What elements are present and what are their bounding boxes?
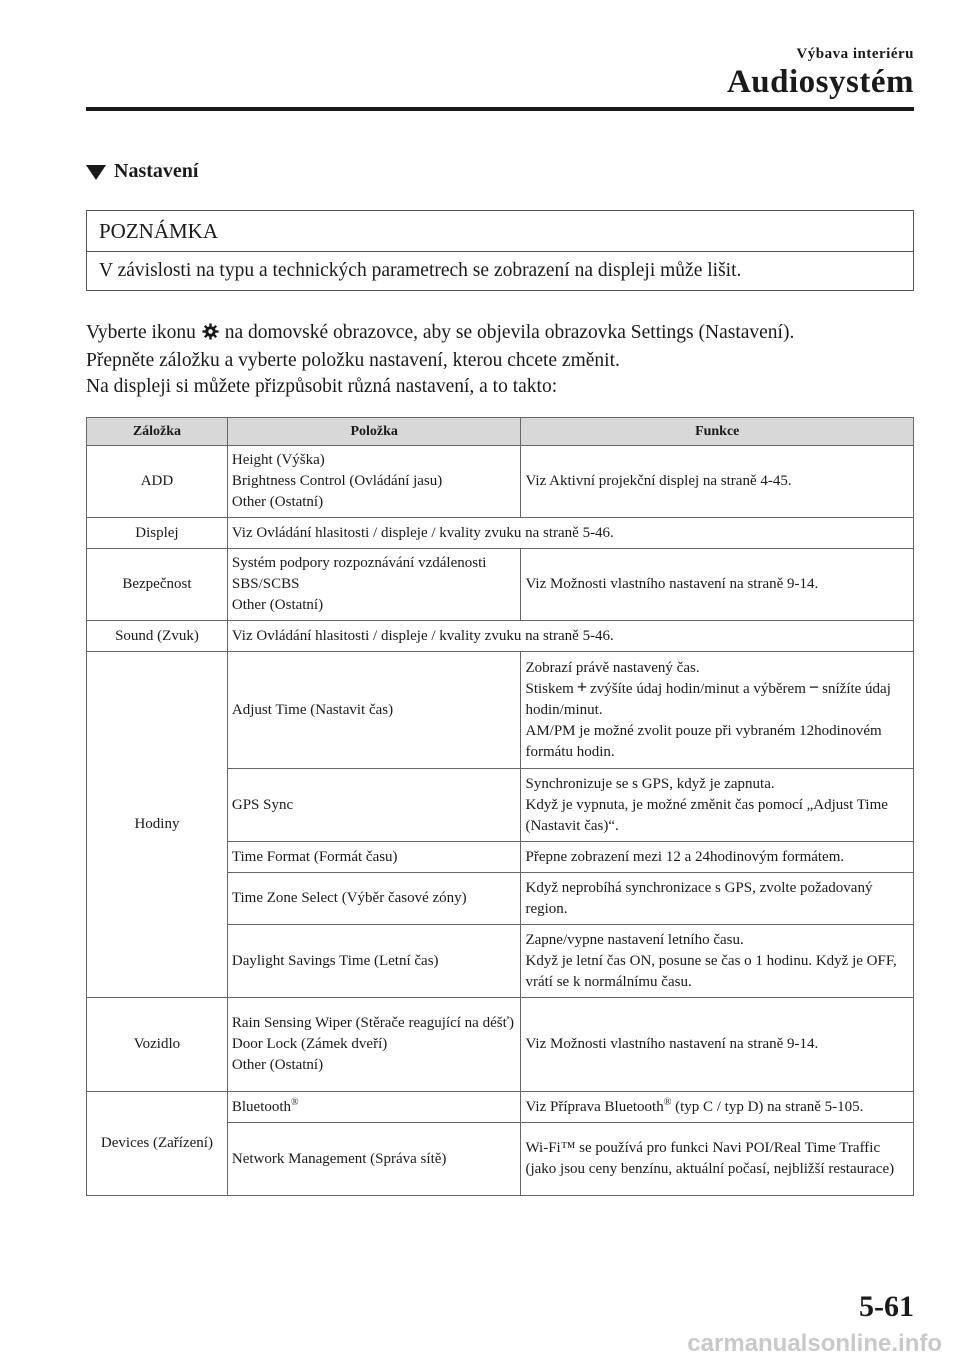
note-box (86, 210, 914, 291)
item-cell (227, 1092, 521, 1123)
tab-cell: Bezpečnost (87, 549, 228, 621)
item-line: Other (Ostatní) (231, 1057, 324, 1073)
function-text: Stiskem (525, 680, 574, 697)
merged-cell: Viz Ovládání hlasitosti / displeje / kvality zvuku na straně 5-46. (227, 518, 913, 549)
minus-icon: − (808, 676, 820, 697)
item-line: SBS/SCBS (231, 576, 300, 592)
function-cell (521, 1092, 914, 1123)
function-cell: Viz Aktivní projekční displej na straně 4-45. (521, 446, 914, 518)
item-line: Door Lock (Zámek dveří) (231, 1036, 388, 1052)
item-cell (227, 998, 521, 1092)
function-text: snížíte údaj hodin/minut. (525, 680, 891, 718)
section-heading (86, 160, 198, 183)
item-line: Brightness Control (Ovládání jasu) (231, 473, 443, 489)
table-row (87, 621, 914, 652)
item-line: Other (Ostatní) (231, 494, 324, 510)
watermark: carmanualsonline.info (687, 1330, 942, 1357)
function-line: Zapne/vypne nastavení letního času. (525, 931, 744, 948)
intro-line-3: Na displeji si můžete přizpůsobit různá nastavení, a to takto: (86, 376, 558, 397)
plus-icon: + (576, 676, 588, 697)
tab-cell: Devices (Zařízení) (87, 1092, 228, 1196)
registered-mark: ® (291, 1096, 299, 1108)
item-line: Other (Ostatní) (231, 597, 324, 613)
item-text: Bluetooth (231, 1098, 292, 1115)
function-line: Zobrazí právě nastavený čas. (525, 659, 700, 676)
function-cell: Když neprobíhá synchronizace s GPS, zvolte požadovaný region. (521, 873, 914, 925)
tab-cell: Sound (Zvuk) (87, 621, 228, 652)
tab-cell: Vozidlo (87, 998, 228, 1092)
table-row (87, 518, 914, 549)
intro-line-1-end: na domovské obrazovce, aby se objevila obrazovka Settings (Nastavení). (224, 322, 795, 343)
intro-line-1 (86, 320, 926, 348)
intro-text (86, 320, 926, 400)
intro-line-1-start: Vyberte ikonu (86, 322, 196, 343)
column-header-item: Položka (227, 418, 521, 446)
function-cell: Přepne zobrazení mezi 12 a 24hodinovým formátem. (521, 842, 914, 873)
function-cell (521, 652, 914, 769)
header-rule (86, 107, 914, 111)
settings-table (86, 417, 914, 1196)
header-subtitle: Výbava interiéru (796, 46, 914, 62)
function-cell: Viz Možnosti vlastního nastavení na straně 9-14. (521, 549, 914, 621)
triangle-down-icon (86, 165, 106, 180)
page-number: 5-61 (859, 1290, 914, 1323)
function-text: zvýšíte údaj hodin/minut a výběrem (590, 680, 806, 697)
item-cell: Time Zone Select (Výběr časové zóny) (227, 873, 521, 925)
item-cell: GPS Sync (227, 769, 521, 842)
intro-line-2: Přepněte záložku a vyberte položku nastavení, kterou chcete změnit. (86, 350, 620, 371)
note-title: POZNÁMKA (87, 211, 913, 252)
function-line: Když je vypnuta, je možné změnit čas pomocí „Adjust Time (Nastavit čas)“. (525, 796, 888, 834)
function-cell (521, 769, 914, 842)
function-line: AM/PM je možné zvolit pouze při vybraném 12hodinovém formátu hodin. (525, 722, 882, 760)
section-heading-text: Nastavení (114, 160, 199, 182)
function-text: (typ C / typ D) na straně 5-105. (675, 1098, 864, 1115)
item-line: Systém podpory rozpoznávání vzdálenosti (231, 555, 487, 571)
table-row (87, 998, 914, 1092)
function-cell: Wi-Fi™ se používá pro funkci Navi POI/Real Time Traffic (jako jsou ceny benzínu, aktuální počasí, nejbližší restaurace) (521, 1123, 914, 1196)
registered-mark: ® (663, 1096, 672, 1108)
table-header-row (87, 418, 914, 446)
merged-cell: Viz Ovládání hlasitosti / displeje / kvality zvuku na straně 5-46. (227, 621, 913, 652)
tab-cell: Displej (87, 518, 228, 549)
item-cell: Network Management (Správa sítě) (227, 1123, 521, 1196)
item-cell (227, 446, 521, 518)
function-cell (521, 925, 914, 998)
column-header-function: Funkce (521, 418, 914, 446)
gear-icon (202, 322, 219, 348)
function-line (525, 676, 909, 721)
item-cell: Adjust Time (Nastavit čas) (227, 652, 521, 769)
header-title: Audiosystém (726, 64, 914, 100)
item-cell: Daylight Savings Time (Letní čas) (227, 925, 521, 998)
function-text: Viz Příprava Bluetooth (525, 1098, 664, 1115)
table-row (87, 549, 914, 621)
item-cell (227, 549, 521, 621)
table-row (87, 1092, 914, 1123)
function-line: Synchronizuje se s GPS, když je zapnuta. (525, 775, 775, 792)
item-line: Rain Sensing Wiper (Stěrače reagující na déšť) (231, 1015, 514, 1031)
table-row (87, 446, 914, 518)
tab-cell: ADD (87, 446, 228, 518)
note-text: V závislosti na typu a technických parametrech se zobrazení na displeji může lišit. (99, 260, 742, 281)
column-header-tab: Záložka (87, 418, 228, 446)
function-line: Když je letní čas ON, posune se čas o 1 hodinu. Když je OFF, vrátí se k normálnímu času. (525, 952, 897, 990)
tab-cell: Hodiny (87, 652, 228, 998)
function-cell: Viz Možnosti vlastního nastavení na straně 9-14. (521, 998, 914, 1092)
table-row (87, 652, 914, 769)
item-cell: Time Format (Formát času) (227, 842, 521, 873)
item-line: Height (Výška) (231, 452, 325, 468)
